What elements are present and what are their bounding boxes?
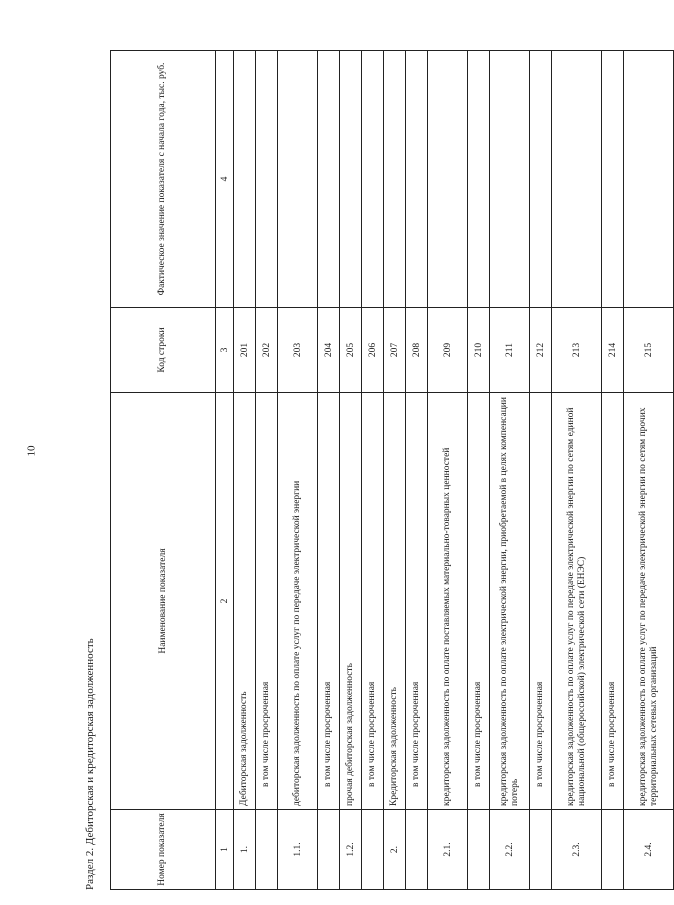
table-row (490, 51, 530, 890)
row-code: 207 (384, 308, 406, 393)
column-number-row (216, 51, 234, 890)
row-value[interactable] (406, 51, 428, 308)
row-number: 1. (234, 810, 256, 890)
row-number (468, 810, 490, 890)
row-value[interactable] (256, 51, 278, 308)
row-code: 206 (362, 308, 384, 393)
row-code: 215 (624, 308, 674, 393)
row-value[interactable] (530, 51, 552, 308)
row-value[interactable] (552, 51, 602, 308)
column-number: 2 (216, 393, 234, 810)
row-number: 2.1. (428, 810, 468, 890)
row-value[interactable] (624, 51, 674, 308)
row-name: в том числе просроченная (362, 393, 384, 810)
row-number (530, 810, 552, 890)
row-name: в том числе просроченная (406, 393, 428, 810)
table-row (384, 51, 406, 890)
header-value: Фактическое значение показателя с начала года, тыс. руб. (111, 51, 216, 308)
column-number: 1 (216, 810, 234, 890)
table-header-row (111, 51, 216, 890)
page-number: 10 (25, 445, 38, 457)
table-row (362, 51, 384, 890)
row-code: 205 (340, 308, 362, 393)
row-value[interactable] (278, 51, 318, 308)
row-number: 1.1. (278, 810, 318, 890)
table-row (552, 51, 602, 890)
row-code: 204 (318, 308, 340, 393)
column-number: 3 (216, 308, 234, 393)
row-value[interactable] (428, 51, 468, 308)
row-number (318, 810, 340, 890)
row-name: Кредиторская задолженность (384, 393, 406, 810)
row-name: в том числе просроченная (602, 393, 624, 810)
table-row (278, 51, 318, 890)
column-number: 4 (216, 51, 234, 308)
row-name: дебиторская задолженность по оплате услуг по передаче электрической энергии (278, 393, 318, 810)
header-number: Номер показателя (111, 810, 216, 890)
row-code: 214 (602, 308, 624, 393)
row-number (602, 810, 624, 890)
row-name: в том числе просроченная (256, 393, 278, 810)
debt-table (110, 50, 674, 890)
row-code: 209 (428, 308, 468, 393)
section-title: Раздел 2. Дебиторская и кредиторская задолженность (84, 638, 96, 890)
row-value[interactable] (234, 51, 256, 308)
row-number: 2.3. (552, 810, 602, 890)
table-row (256, 51, 278, 890)
table-row (234, 51, 256, 890)
row-number: 2.2. (490, 810, 530, 890)
row-number (362, 810, 384, 890)
header-code: Код строки (111, 308, 216, 393)
table-row (318, 51, 340, 890)
row-code: 201 (234, 308, 256, 393)
row-value[interactable] (318, 51, 340, 308)
table-row (530, 51, 552, 890)
row-name: в том числе просроченная (318, 393, 340, 810)
row-name: в том числе просроченная (530, 393, 552, 810)
row-number (406, 810, 428, 890)
row-code: 203 (278, 308, 318, 393)
row-code: 202 (256, 308, 278, 393)
row-number: 2.4. (624, 810, 674, 890)
table-row (428, 51, 468, 890)
row-code: 208 (406, 308, 428, 393)
row-value[interactable] (362, 51, 384, 308)
row-code: 211 (490, 308, 530, 393)
row-value[interactable] (490, 51, 530, 308)
row-name: кредиторская задолженность по оплате поставляемых материально-товарных ценностей (428, 393, 468, 810)
row-code: 213 (552, 308, 602, 393)
table-row (340, 51, 362, 890)
row-value[interactable] (602, 51, 624, 308)
row-name: кредиторская задолженность по оплате услуг по передаче электрической энергии по сетям единой национальной (общероссийской) электрической сети (ЕНЭС) (552, 393, 602, 810)
row-name: в том числе просроченная (468, 393, 490, 810)
table-row (406, 51, 428, 890)
header-name: Наименование показателя (111, 393, 216, 810)
row-number: 1.2. (340, 810, 362, 890)
row-name: кредиторская задолженность по оплате услуг по передаче электрической энергии по сетям прочих территориальных сетевых организаций (624, 393, 674, 810)
row-value[interactable] (340, 51, 362, 308)
row-code: 212 (530, 308, 552, 393)
row-name: кредиторская задолженность по оплате электрической энергии, приобретаемой в целях компенсации потерь (490, 393, 530, 810)
row-number (256, 810, 278, 890)
table-row (468, 51, 490, 890)
row-name: прочая дебиторская задолженность (340, 393, 362, 810)
row-value[interactable] (384, 51, 406, 308)
row-value[interactable] (468, 51, 490, 308)
table-row (602, 51, 624, 890)
row-code: 210 (468, 308, 490, 393)
table-row (624, 51, 674, 890)
row-name: Дебиторская задолженность (234, 393, 256, 810)
rotated-page-content (84, 40, 659, 900)
row-number: 2. (384, 810, 406, 890)
